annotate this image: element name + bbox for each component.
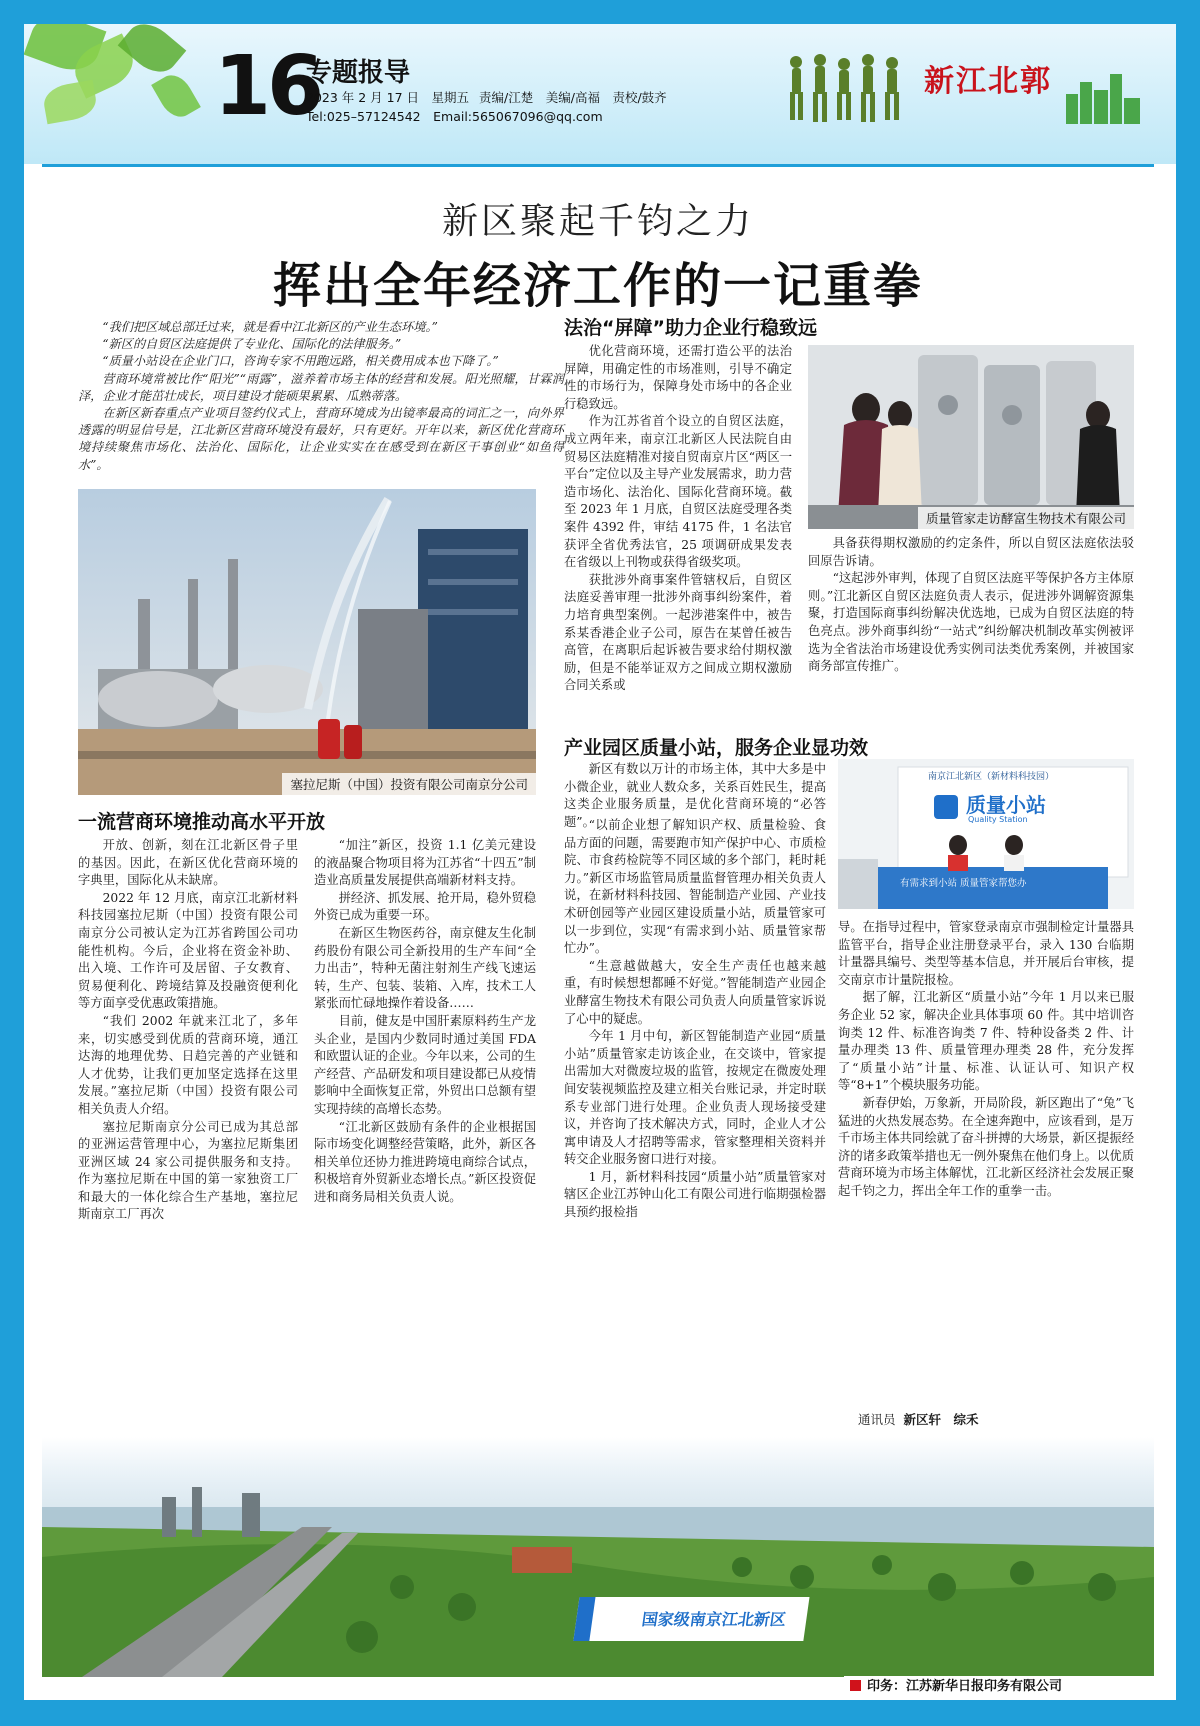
newspaper-page: [24, 24, 1176, 1700]
page-meta: [306, 88, 677, 126]
paragraph: 导。在指导过程中，管家登录南京市强制检定计量器具监管平台，指导企业注册登录平台，录入 130 台临期计量器具编号、类型等基本信息，并开展后台审核，提交南京市计量院报检。: [838, 920, 1134, 987]
headline-sub: 新区聚起千钧之力: [441, 201, 754, 242]
lead-paragraph: 在新区新春重点产业项目签约仪式上，营商环境成为出镜率最高的词汇之一，向外界透露的明显信号是，江北新区营商环境没有最好，只有更好。开年以来，新区优化营商环境持续聚焦市场化、法治化、国际化，让企业实实在在感受到在新区干事创业“如鱼得水”。: [78, 406, 564, 472]
section2-column-1: [564, 343, 792, 695]
printer-credit: [844, 1676, 1176, 1698]
leaf-decoration: [151, 69, 201, 123]
section1-column-1: [78, 837, 298, 1224]
paragraph: 目前，健友是中国肝素原料药生产龙头企业，是国内少数同时通过美国 FDA 和欧盟认证的企业。今年以来，公司的生产经营、产品研发和项目建设都已从疫情影响中全面恢复正常，外贸出口总额有望实现持续的高增长态势。: [314, 1013, 536, 1116]
station-sign: 南京江北新区（新材料科技园）: [928, 772, 1055, 782]
lead-paragraph: 营商环境常被比作“阳光”“雨露”，滋养着市场主体的经营和发展。阳光照耀，甘霖润泽，企业才能茁壮成长，项目建设才能硕果累累、瓜熟蒂落。: [78, 371, 564, 403]
runners-silhouette-icon: [784, 54, 914, 124]
section-heading-3: 产业园区质量小站，服务企业显功效: [564, 737, 869, 759]
section3-column-1-cont: [564, 817, 826, 1222]
article-box: [42, 164, 1154, 1677]
contact-line: Tel:025–57124542 Email:565067096@qq.com: [306, 109, 603, 124]
park-sign: 国家级南京江北新区: [640, 1610, 788, 1629]
page-header: [24, 24, 1176, 164]
city-skyline-icon: [1064, 64, 1144, 124]
station-name-en: Quality Station: [968, 815, 1028, 824]
editor-credits: 责编/江楚 美编/高福 责校/鼓齐: [479, 90, 667, 105]
paragraph: 拼经济、抓发展、抢开局，稳外贸稳外资已成为重要一环。: [314, 890, 536, 923]
section2-column-2: [808, 535, 1134, 676]
byline-role: 通讯员: [858, 1412, 896, 1427]
paragraph: 据了解，江北新区“质量小站”今年 1 月以来已服务企业 52 家，解决企业具体事项 60 件。其中培训咨询类 12 件、标准咨询类 7 件、特种设备类 2 件、计量办理类 13 件、质量管理办理类 28 件，充分发挥了“质量小站”计量、标准、认证认可、知识产权等“8+1”个模块服务功能。: [838, 990, 1134, 1093]
paragraph: “以前企业想了解知识产权、质量检验、食品方面的问题，需要跑市知产保护中心、市质检院、市食药检院等不同区域的多个部门，耗时耗力。”新区市场监管局质量监督管理办相关负责人说，在新材料科技园、智能制造产业园、产业技术研创园等产业园区建设质量小站，质量管家可以一步到位，实现“有需求到小站、质量管家帮忙办”。: [564, 818, 826, 956]
lab-visit-illustration: [808, 345, 1134, 529]
byline-names: 新区轩 综禾: [903, 1412, 979, 1427]
newspaper-masthead: 新江北郭: [924, 64, 1052, 99]
lead-paragraph: “新区的自贸区法庭提供了专业化、国际化的法律服务。”: [102, 337, 402, 352]
lab-photo: [808, 345, 1134, 529]
page-number: 16: [214, 39, 321, 134]
industrial-plant-illustration: [78, 489, 536, 795]
paragraph: “加注”新区，投资 1.1 亿美元建设的液晶聚合物项目将为江苏省“十四五”制造业高质量发展提供高端新材料支持。: [314, 838, 536, 888]
plant-photo-caption: 塞拉尼斯（中国）投资有限公司南京分公司: [282, 773, 536, 795]
paragraph: 获批涉外商事案件管辖权后，自贸区法庭妥善审理一批涉外商事纠纷案件，着力培育典型案例。一起涉港案件中，被告系某香港企业子公司，原告在某曾任被告高管，在离职后起诉被告要求给付期权激励，但是不能举证双方之间成立期权激励合同关系或: [564, 572, 792, 693]
section-heading-1: 一流营商环境推动高水平开放: [78, 811, 326, 833]
lab-photo-caption: 质量管家走访酵富生物技术有限公司: [918, 507, 1134, 529]
paragraph: 开放、创新，刻在江北新区骨子里的基因。因此，在新区优化营商环境的字典里，国际化从未缺席。: [78, 838, 298, 888]
plant-photo: [78, 489, 536, 795]
issue-date: 2023 年 2 月 17 日 星期五: [306, 90, 470, 105]
printer-name: 印务：江苏新华日报印务有限公司: [867, 1679, 1063, 1694]
section-title: 专题报导: [306, 58, 411, 88]
section1-column-2: [314, 837, 536, 1206]
paragraph: “我们 2002 年就来江北了，多年来，切实感受到优质的营商环境，通江达海的地理优势、日趋完善的产业链和人才优势，让我们更加坚定选择在这里发展。”塞拉尼斯（中国）投资有限公司相关负责人介绍。: [78, 1013, 298, 1116]
paragraph: 新春伊始，万象新，开局阶段，新区跑出了“兔”飞猛进的火热发展态势。在全速奔跑中，应该看到，是万千市场主体共同绘就了奋斗拼搏的大场景，新区提振经济的诸多政策举措也无一例外聚焦在他们身上。以优质营商环境为市场主体解忧，江北新区经济社会发展正聚起千钧之力，挥出全年工作的重拳一击。: [838, 1095, 1134, 1198]
paragraph: 新区有数以万计的市场主体，其中大多是中小微企业，就业人数众多，关系百姓民生，提高这类企业服务质量，是优化营商环境的“必答题”。: [564, 762, 826, 829]
paragraph: 今年 1 月中旬，新区智能制造产业园“质量小站”质量管家走访该企业，在交谈中，管家提出需加大对微废垃圾的监管，按规定在微废处理间安装视频监控及建立相关台账记录，并定时联系专业部门进行处理。企业负责人现场接受建议，并咨询了技术解决方式，同时，企业人才公寓申请及人才招聘等需求，管家整理相关资料并转交企业服务窗口进行对接。: [564, 1029, 826, 1167]
station-desk-slogan: 有需求到小站 质量管家帮您办: [900, 878, 1027, 889]
byline: [858, 1410, 979, 1428]
paragraph: 优化营商环境，还需打造公平的法治屏障，用确定性的市场准则，引导不确定性的市场行为，保障身处市场中的各企业行稳致远。: [564, 344, 792, 411]
paragraph: “江北新区鼓励有条件的企业根据国际市场变化调整经营策略，此外，新区各相关单位还协力推进跨境电商综合试点，积极培育外贸新业态增长点。”新区投资促进和商务局相关负责人说。: [314, 1119, 536, 1204]
paragraph: 在新区生物医药谷，南京健友生化制药股份有限公司全新投用的生产车间“全力出击”，特种无菌注射剂生产线飞速运转，生产、包装、装箱、入库，技术工人紧张而忙碌地操作着设备……: [314, 925, 536, 1011]
section-heading-2: 法治“屏障”助力企业行稳致远: [564, 317, 817, 339]
paragraph: “生意越做越大，安全生产责任也越来越重，有时候想想都睡不好觉。”智能制造产业园企业酵富生物技术有限公司负责人向质量管家诉说了心中的疑虑。: [564, 958, 826, 1026]
paragraph: 具备获得期权激励的约定条件，所以自贸区法庭依法驳回原告诉请。: [808, 536, 1134, 568]
lead-intro: [78, 319, 564, 474]
headline-main: 挥出全年经济工作的一记重拳: [272, 258, 923, 314]
quality-station-photo: [838, 759, 1134, 909]
printer-marker-icon: [850, 1680, 861, 1691]
aerial-park-illustration: [42, 1437, 1154, 1677]
section3-column-2: [838, 919, 1134, 1201]
paragraph: 1 月，新材料科技园“质量小站”质量管家对辖区企业江苏钟山化工有限公司进行临期强检器具预约报检指: [564, 1169, 826, 1220]
leaf-decoration: [41, 80, 98, 124]
paragraph: 塞拉尼斯南京分公司已成为其总部的亚洲运营管理中心，为塞拉尼斯集团亚洲区域 24 家公司提供服务和支持。作为塞拉尼斯在中国的第一家独资工厂和最大的一体化综合生产基地，塞拉尼斯南京工厂再次: [78, 1119, 298, 1222]
paragraph: 2022 年 12 月底，南京江北新材料科技园塞拉尼斯（中国）投资有限公司南京分公司被认定为江苏省跨国公司功能性机构。今后，企业将在资金补助、出入境、工作许可及居留、子女教育、贸易便利化、跨境结算及投融资便利化等方面享受优惠政策措施。: [78, 890, 298, 1011]
aerial-park-photo: [42, 1437, 1154, 1677]
station-name: 质量小站: [966, 793, 1046, 817]
lead-paragraph: “质量小站设在企业门口，咨询专家不用跑远路，相关费用成本也下降了。”: [102, 354, 499, 369]
paragraph: “这起涉外审判，体现了自贸区法庭平等保护各方主体原则。”江北新区自贸区法庭负责人表示，促进涉外调解资源集聚，打造国际商事纠纷解决优选地，已成为自贸区法庭的特色亮点。涉外商事纠纷“一站式”纠纷解决机制改革实例被评选为全省法治市场建设优秀实例司法类优秀案例，并被国家商务部宣传推广。: [808, 571, 1135, 674]
paragraph: 作为江苏省首个设立的自贸区法庭，成立两年来，南京江北新区人民法院自由贸易区法庭精准对接自贸南京片区“两区一平台”定位以及主导产业发展需求，助力营造市场化、法治化、国际化营商环境。截至 2023 年 1 月底，自贸区法庭受理各类案件 4392 件，审结 4175 件，1 名法官获评全省优秀法官，25 项调研成果发表在省级以上刊物或获得省级奖项。: [564, 414, 792, 570]
lead-paragraph: “我们把区域总部迁过来，就是看中江北新区的产业生态环境。”: [102, 320, 438, 334]
